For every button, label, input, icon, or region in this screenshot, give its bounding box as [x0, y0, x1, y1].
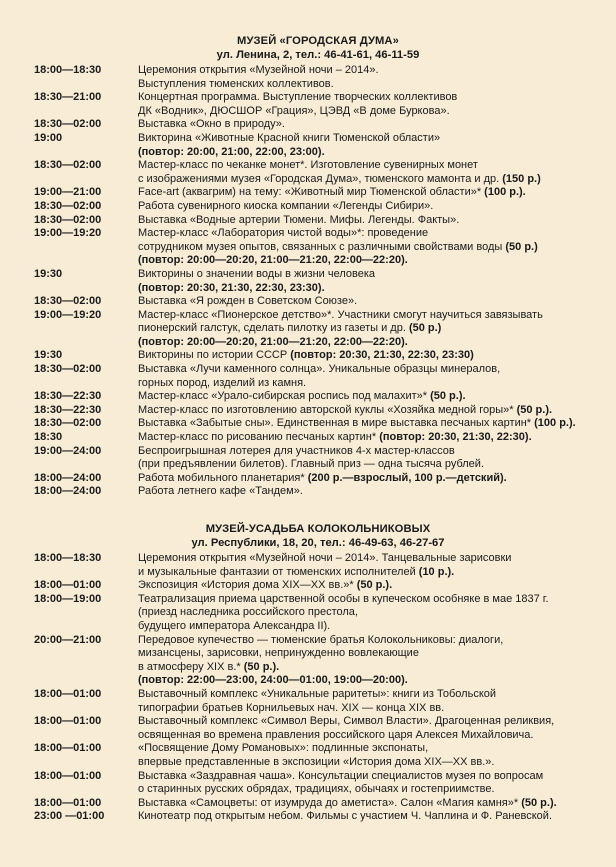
price-or-repeat-text: (повтор: 22:00—23:00, 24:00—01:00, 19:00—20:00). [138, 674, 408, 687]
event-description [138, 485, 608, 499]
event-time: 18:00—24:00 [34, 485, 102, 498]
description-text: Выставка «Лучи каменного солнца». Уникальные образцы минералов, [138, 363, 501, 376]
description-line [138, 620, 608, 634]
description-text: мизансцены, зарисовки, непринужденно вовлекающие [138, 647, 419, 660]
schedule-row [0, 472, 616, 486]
museum-address: ул. Республики, 18, 20, тел.: 46-49-63, 46-27-67 [191, 537, 445, 549]
event-time: 18:30—02:00 [34, 417, 102, 430]
price-or-repeat-text: (50 р.). [521, 796, 557, 809]
description-line [138, 688, 608, 702]
price-or-repeat-text: (100 р.). [484, 186, 526, 199]
price-or-repeat-text: (50 р.) [408, 322, 442, 335]
event-description [138, 770, 608, 797]
museum-title: МУЗЕЙ-УСАДЬБА КОЛОКОЛЬНИКОВЫХ [205, 523, 431, 535]
description-text: Беспроигрышная лотерея для участников 4-х мастер-классов [138, 444, 455, 457]
schedule-row [0, 132, 616, 159]
description-text: Выставочный комплекс «Символ Веры, Символ Власти». Драгоценная реликвия, [138, 715, 555, 728]
price-or-repeat-text: (50 р.). [243, 660, 280, 673]
description-line [138, 118, 608, 132]
description-text: и музыкальные фантазии от тюменских исполнителей [138, 565, 419, 578]
description-line [138, 159, 608, 173]
event-description [138, 634, 608, 688]
event-time: 18:30—21:00 [34, 91, 102, 104]
description-line [138, 715, 608, 729]
description-line [138, 770, 608, 784]
description-text: Мастер-класс по чеканке монет*. Изготовление сувенирных монет [138, 159, 478, 172]
event-description [138, 404, 608, 418]
description-text: Концертная программа. Выступление творческих коллективов [138, 91, 458, 104]
description-line [138, 91, 608, 105]
event-time: 18:00—19:00 [34, 592, 102, 605]
description-line [138, 336, 608, 350]
description-line [138, 64, 608, 78]
description-text: впервые представленные в экспозиции «История дома XIX—XX вв.». [138, 755, 495, 768]
schedule-row [0, 552, 616, 579]
description-text: Мастер-класс «Лаборатория чистой воды»*: проведение [138, 227, 429, 240]
event-time: 18:00—01:00 [34, 579, 102, 592]
description-line [138, 282, 608, 296]
schedule-row [0, 404, 616, 418]
description-line [138, 214, 608, 228]
event-time: 18:00—24:00 [34, 471, 102, 484]
description-text: Выставочный комплекс «Уникальные раритеты»: книги из Тобольской [138, 687, 497, 700]
description-line [138, 445, 608, 459]
schedule-row [0, 579, 616, 593]
event-description [138, 390, 608, 404]
description-line [138, 241, 608, 255]
schedule-row [0, 715, 616, 742]
description-line [138, 268, 608, 282]
schedule-row [0, 797, 616, 811]
price-or-repeat-text: (повтор: 20:30, 21:30, 22:30). [379, 431, 532, 444]
description-line [138, 797, 608, 811]
event-description [138, 91, 608, 118]
description-text: Работа летнего кафе «Тандем». [138, 485, 303, 498]
schedule-row [0, 363, 616, 390]
price-or-repeat-text: (50 р.) [505, 240, 538, 253]
description-line [138, 674, 608, 688]
schedule-row [0, 593, 616, 634]
description-line [138, 363, 608, 377]
description-line [138, 702, 608, 716]
description-text: ДК «Водник», ДЮСШОР «Грация», ЦЭВД «В доме Буркова». [138, 104, 450, 117]
event-description [138, 227, 608, 268]
event-description [138, 715, 608, 742]
description-text: Экспозиция «История дома XIX—XX вв.»* [138, 579, 357, 592]
description-line [138, 404, 608, 418]
price-or-repeat-text: (10 р.). [418, 565, 455, 578]
schedule-row [0, 431, 616, 445]
description-line [138, 186, 608, 200]
description-line [138, 579, 608, 593]
description-line [138, 756, 608, 770]
schedule-row [0, 214, 616, 228]
schedule-row [0, 390, 616, 404]
event-time: 18:30—02:00 [34, 295, 102, 308]
schedule-row [0, 295, 616, 309]
description-text: Передовое купечество — тюменские братья Колокольниковы: диалоги, [138, 633, 504, 646]
description-text: освященная во времена правления российского царя Алексея Михайловича. [138, 728, 534, 741]
schedule-row [0, 688, 616, 715]
description-line [138, 309, 608, 323]
description-text: Мастер-класс «Урало-сибирская роспись под малахит»* [138, 390, 431, 403]
event-time: 19:00—24:00 [34, 444, 102, 457]
description-line [138, 200, 608, 214]
event-description [138, 214, 608, 228]
event-time: 18:30—22:30 [34, 390, 102, 403]
event-description [138, 363, 608, 390]
event-time: 18:30—02:00 [34, 118, 102, 131]
event-description [138, 742, 608, 769]
description-text: «Посвящение Дому Романовых»: подлинные экспонаты, [138, 742, 429, 755]
event-description [138, 417, 608, 431]
description-line [138, 552, 608, 566]
event-time: 18:30—02:00 [34, 199, 102, 212]
description-text: Выставка «Самоцветы: от изумруда до аметиста». Салон «Магия камня»* [138, 796, 522, 809]
event-description [138, 268, 608, 295]
event-time: 19:30 [34, 349, 63, 362]
description-line [138, 783, 608, 797]
description-line [138, 322, 608, 336]
schedule-list [0, 64, 616, 499]
description-text: Выставка «Забытые сны». Единственная в мире выставка песчаных картин* [138, 417, 535, 430]
event-time: 19:30 [34, 267, 63, 280]
section-header [0, 522, 616, 550]
event-time: 18:00—01:00 [34, 769, 102, 782]
schedule-row [0, 349, 616, 363]
event-time: 19:00—19:20 [34, 308, 102, 321]
schedule-row [0, 200, 616, 214]
description-line [138, 566, 608, 580]
schedule-list [0, 552, 616, 824]
event-description [138, 593, 608, 634]
schedule-row [0, 309, 616, 350]
description-text: (приезд наследника российского престола, [138, 606, 358, 619]
event-time: 18:00—18:30 [34, 64, 102, 76]
description-line [138, 472, 608, 486]
description-text: Кинотеатр под открытым небом. Фильмы с участием Ч. Чаплина и Ф. Раневской. [138, 810, 553, 823]
description-line [138, 593, 608, 607]
description-line [138, 742, 608, 756]
museum-section-city-duma [0, 34, 616, 499]
description-line [138, 634, 608, 648]
description-text: о старинных русских обрядах, традициях, обычаях и гостеприимстве. [138, 783, 495, 796]
description-line [138, 485, 608, 499]
description-text: Викторины о значении воды в жизни человека [138, 267, 376, 280]
event-time: 19:00 [34, 131, 63, 144]
description-line [138, 78, 608, 92]
event-time: 18:30—02:00 [34, 363, 102, 376]
description-text: типографии братьев Корнильевых нач. XIX — конца XIX вв. [138, 701, 445, 714]
price-or-repeat-text: (50 р.). [516, 403, 553, 416]
event-time: 18:30—22:30 [34, 403, 102, 416]
description-text: в атмосферу XIX в.* [138, 660, 244, 673]
description-line [138, 661, 608, 675]
description-text: сотрудником музея опытов, связанных с различными свойствами воды [138, 240, 506, 253]
schedule-row [0, 770, 616, 797]
description-text: Face-art (аквагрим) на тему: «Животный мир Тюменской области»* [138, 186, 485, 199]
price-or-repeat-text: (повтор: 20:30, 21:30, 22:30, 23:30). [138, 281, 325, 294]
event-time: 18:00—01:00 [34, 796, 102, 809]
description-line [138, 810, 608, 824]
description-text: Мастер-класс по изготовлению авторской куклы «Хозяйка медной горы»* [138, 403, 517, 416]
price-or-repeat-text: (повтор: 20:00—20:20, 21:00—21:20, 22:00—22:20). [138, 335, 408, 348]
description-text: Мастер-класс «Пионерское детство»*. Участники смогут научиться завязывать [138, 308, 543, 321]
description-line [138, 606, 608, 620]
schedule-row [0, 91, 616, 118]
event-time: 18:30—02:00 [34, 213, 102, 226]
description-text: Театрализация приема царственной особы в купеческом особняке в мае 1837 г. [138, 592, 549, 605]
description-text: Церемония открытия «Музейной ночи – 2014». Танцевальные зарисовки [138, 552, 512, 564]
event-time: 23:00 —01:00 [34, 810, 105, 823]
event-description [138, 552, 608, 579]
description-line [138, 132, 608, 146]
museum-title: МУЗЕЙ «ГОРОДСКАЯ ДУМА» [237, 35, 399, 47]
schedule-row [0, 634, 616, 688]
schedule-row [0, 268, 616, 295]
description-line [138, 173, 608, 187]
description-text: Работа сувенирного киоска компании «Легенды Сибири». [138, 199, 434, 212]
event-description [138, 295, 608, 309]
description-line [138, 431, 608, 445]
price-or-repeat-text: (повтор: 20:30, 21:30, 22:30, 23:30) [290, 349, 474, 362]
description-text: Мастер-класс по рисованию песчаных картин* [138, 431, 380, 444]
description-text: Церемония открытия «Музейной ночи – 2014». [138, 64, 379, 76]
description-text: Выставка «Водные артерии Тюмени. Мифы. Легенды. Факты». [138, 213, 460, 226]
description-line [138, 417, 608, 431]
price-or-repeat-text: (100 р.). [534, 417, 576, 430]
description-line [138, 647, 608, 661]
price-or-repeat-text: (повтор: 20:00—20:20, 21:00—21:20, 22:00—22:20). [138, 254, 408, 267]
description-line [138, 105, 608, 119]
museum-address: ул. Ленина, 2, тел.: 46-41-61, 46-11-59 [216, 49, 420, 61]
event-description [138, 132, 608, 159]
price-or-repeat-text: (150 р.) [502, 172, 541, 185]
description-text: будущего императора Александра II). [138, 619, 331, 632]
event-description [138, 797, 608, 811]
event-time: 19:00—21:00 [34, 186, 102, 199]
description-line [138, 146, 608, 160]
description-line [138, 295, 608, 309]
event-description [138, 349, 608, 363]
description-text: Выставка «Заздравная чаша». Консультации специалистов музея по вопросам [138, 769, 544, 782]
price-or-repeat-text: (повтор: 20:00, 21:00, 22:00, 23:00). [138, 145, 325, 158]
description-text: Работа мобильного планетария* [138, 471, 308, 484]
schedule-row [0, 742, 616, 769]
event-description [138, 309, 608, 350]
event-description [138, 445, 608, 472]
event-description [138, 186, 608, 200]
price-or-repeat-text: (200 р.—взрослый, 100 р.—детский). [307, 471, 507, 484]
description-line [138, 227, 608, 241]
schedule-row [0, 159, 616, 186]
price-or-repeat-text: (50 р.). [356, 579, 393, 592]
schedule-row [0, 485, 616, 499]
schedule-row [0, 64, 616, 91]
event-description [138, 810, 608, 824]
event-time: 18:00—01:00 [34, 742, 102, 755]
schedule-row [0, 810, 616, 824]
description-text: Выступления тюменских коллективов. [138, 77, 334, 90]
event-description [138, 159, 608, 186]
event-description [138, 431, 608, 445]
event-description [138, 64, 608, 91]
description-text: (при предъявлении билетов). Главный приз — одна тысяча рублей. [138, 458, 484, 471]
section-header [0, 34, 616, 62]
description-text: пионерский галстук, сделать пилотку из газеты и др. [138, 322, 409, 335]
description-text: с изображениями музея «Городская Дума», тюменского мамонта и др. [138, 172, 503, 185]
event-time: 18:00—18:30 [34, 552, 102, 564]
schedule-row [0, 227, 616, 268]
event-time: 20:00—21:00 [34, 633, 102, 646]
event-time: 18:00—01:00 [34, 687, 102, 700]
description-text: Викторина «Животные Красной книги Тюменской области» [138, 131, 441, 144]
event-description [138, 200, 608, 214]
event-time: 18:30—02:00 [34, 159, 102, 172]
schedule-row [0, 186, 616, 200]
event-time: 18:00—01:00 [34, 715, 102, 728]
description-line [138, 377, 608, 391]
description-text: горных пород, изделий из камня. [138, 376, 307, 389]
schedule-row [0, 417, 616, 431]
description-text: Выставка «Окно в природу». [138, 118, 285, 131]
event-description [138, 472, 608, 486]
schedule-row [0, 118, 616, 132]
museum-section-kolokolnikov [0, 522, 616, 824]
description-text: Викторины по истории СССР [138, 349, 291, 362]
description-line [138, 458, 608, 472]
schedule-row [0, 445, 616, 472]
description-line [138, 349, 608, 363]
description-text: Выставка «Я рожден в Советском Союзе». [138, 295, 358, 308]
description-line [138, 254, 608, 268]
event-description [138, 579, 608, 593]
event-description [138, 118, 608, 132]
event-time: 19:00—19:20 [34, 227, 102, 240]
price-or-repeat-text: (50 р.). [430, 390, 466, 403]
description-line [138, 729, 608, 743]
description-line [138, 390, 608, 404]
event-time: 18:30 [34, 431, 63, 444]
event-description [138, 688, 608, 715]
